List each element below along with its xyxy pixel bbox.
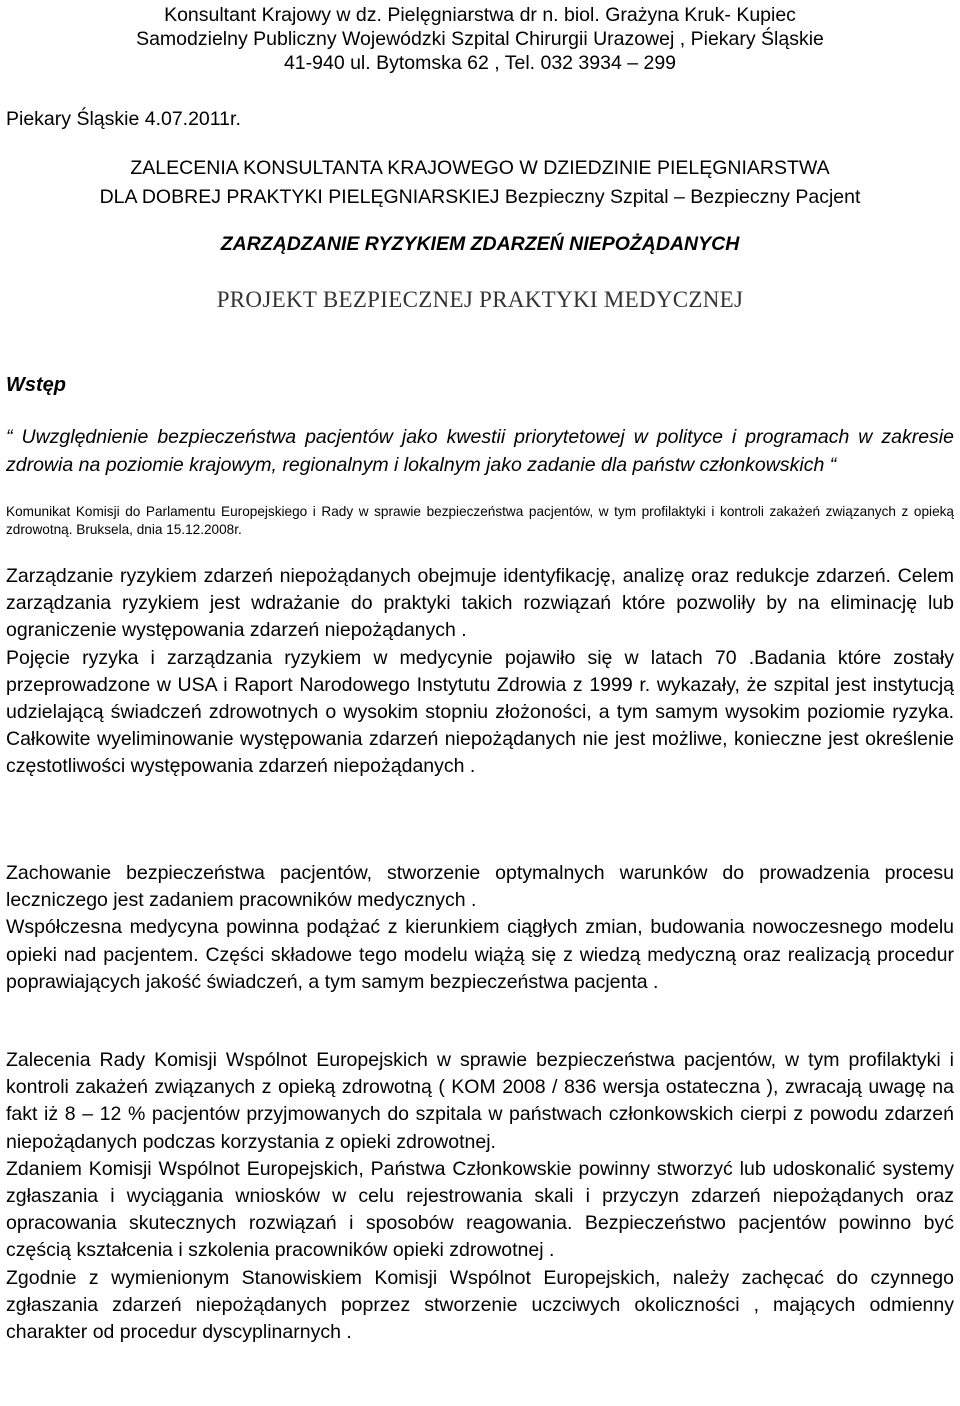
- paragraph-patient-safety: Zachowanie bezpieczeństwa pacjentów, stworzenie optymalnych warunków do prowadzenia procesu leczniczego jest zadaniem pracowników medycznych .: [6, 862, 954, 912]
- intro-quote: “ Uwzględnienie bezpieczeństwa pacjentów jako kwestii priorytetowej w polityce i programach w zakresie zdrowia na poziomie krajowym, regionalnym i lokalnym jako zadanie dla państw członkowskich “: [6, 426, 954, 476]
- paragraph-risk-concept: Pojęcie ryzyka i zarządzania ryzykiem w medycynie pojawiło się w latach 70 .Badania które zostały przeprowadzone w USA i Raport Narodowego Instytutu Zdrowia z 1999 r. wykazały, że szpital jest instytucją udzielającą świadczeń zdrowotnych o wysokim stopniu złożoności, a tym samym wysokim poziomie ryzyka. Całkowite wyeliminowanie występowania zdarzeń niepożądanych nie jest możliwe, konieczne jest określenie częstotliwości występowania zdarzeń niepożądanych .: [6, 646, 954, 778]
- intro-heading: Wstęp: [6, 374, 66, 396]
- body-block-3: [6, 1047, 954, 1346]
- paragraph-risk-management: Zarządzanie ryzykiem zdarzeń niepożądanych obejmuje identyfikację, analizę oraz redukcje zdarzeń. Celem zarządzania ryzykiem jest wdrażanie do praktyki takich rozwiązań które pozwoliły by na eliminację lub ograniczenie występowania zdarzeń niepożądanych .: [6, 565, 954, 642]
- project-subtitle: PROJEKT BEZPIECZNEJ PRAKTYKI MEDYCZNEJ: [216, 287, 744, 312]
- paragraph-commission-opinion: Zdaniem Komisji Wspólnot Europejskich, Państwa Członkowskie powinny stworzyć lub udoskonalić systemy zgłaszania i wyciągania wniosków w celu rejestrowania skali i przyczyn zdarzeń niepożądanych oraz opracowania skutecznych rozwiązań i sposobów reagowania. Bezpieczeństwo pacjentów powinno być częścią kształcenia i szkolenia pracowników opieki zdrowotnej .: [6, 1157, 954, 1262]
- header-hospital-line: Samodzielny Publiczny Wojewódzki Szpital Chirurgii Urazowej , Piekary Śląskie: [136, 28, 824, 50]
- commission-communication: Komunikat Komisji do Parlamentu Europejskiego i Rady w sprawie bezpieczeństwa pacjentów, w tym profilaktyki i kontroli zakażeń związanych z opieką zdrowotną. Bruksela, dnia 15.12.2008r.: [6, 504, 954, 537]
- document-date: Piekary Śląskie 4.07.2011r.: [6, 108, 241, 130]
- document-title-line1: ZALECENIA KONSULTANTA KRAJOWEGO W DZIEDZINIE PIELĘGNIARSTWA: [130, 157, 830, 179]
- header-consultant-line: Konsultant Krajowy w dz. Pielęgniarstwa dr n. biol. Grażyna Kruk- Kupiec: [164, 4, 796, 26]
- paragraph-council-recommendations: Zalecenia Rady Komisji Wspólnot Europejskich w sprawie bezpieczeństwa pacjentów, w tym profilaktyki i kontroli zakażeń związanych z opieką zdrowotną ( KOM 2008 / 836 wersja ostateczna ), zwracają uwagę na fakt iż 8 – 12 % pacjentów przyjmowanych do szpitala w państwach członkowskich cierpi z powodu zdarzeń niepożądanych podczas korzystania z opieki zdrowotnej.: [6, 1049, 954, 1153]
- header-address-line: 41-940 ul. Bytomska 62 , Tel. 032 3934 – 299: [283, 52, 677, 74]
- document-title-line2: DLA DOBREJ PRAKTYKI PIELĘGNIARSKIEJ Bezpieczny Szpital – Bezpieczny Pacjent: [99, 186, 861, 208]
- body-block-2: [6, 860, 954, 996]
- section-subtitle: ZARZĄDZANIE RYZYKIEM ZDARZEŃ NIEPOŻĄDANYCH: [220, 233, 740, 255]
- paragraph-reporting: Zgodnie z wymienionym Stanowiskiem Komisji Wspólnot Europejskich, należy zachęcać do czynnego zgłaszania zdarzeń niepożądanych poprzez stworzenie uczciwych okoliczności , mających odmienny charakter od procedur dyscyplinarnych .: [6, 1266, 954, 1344]
- body-block-1: [6, 563, 954, 781]
- paragraph-modern-medicine: Współczesna medycyna powinna podążać z kierunkiem ciągłych zmian, budowania nowoczesnego modelu opieki nad pacjentem. Części składowe tego modelu wiążą się z wiedzą medyczną oraz realizacją procedur poprawiających jakość świadczeń, a tym samym bezpieczeństwa pacjenta .: [6, 916, 954, 993]
